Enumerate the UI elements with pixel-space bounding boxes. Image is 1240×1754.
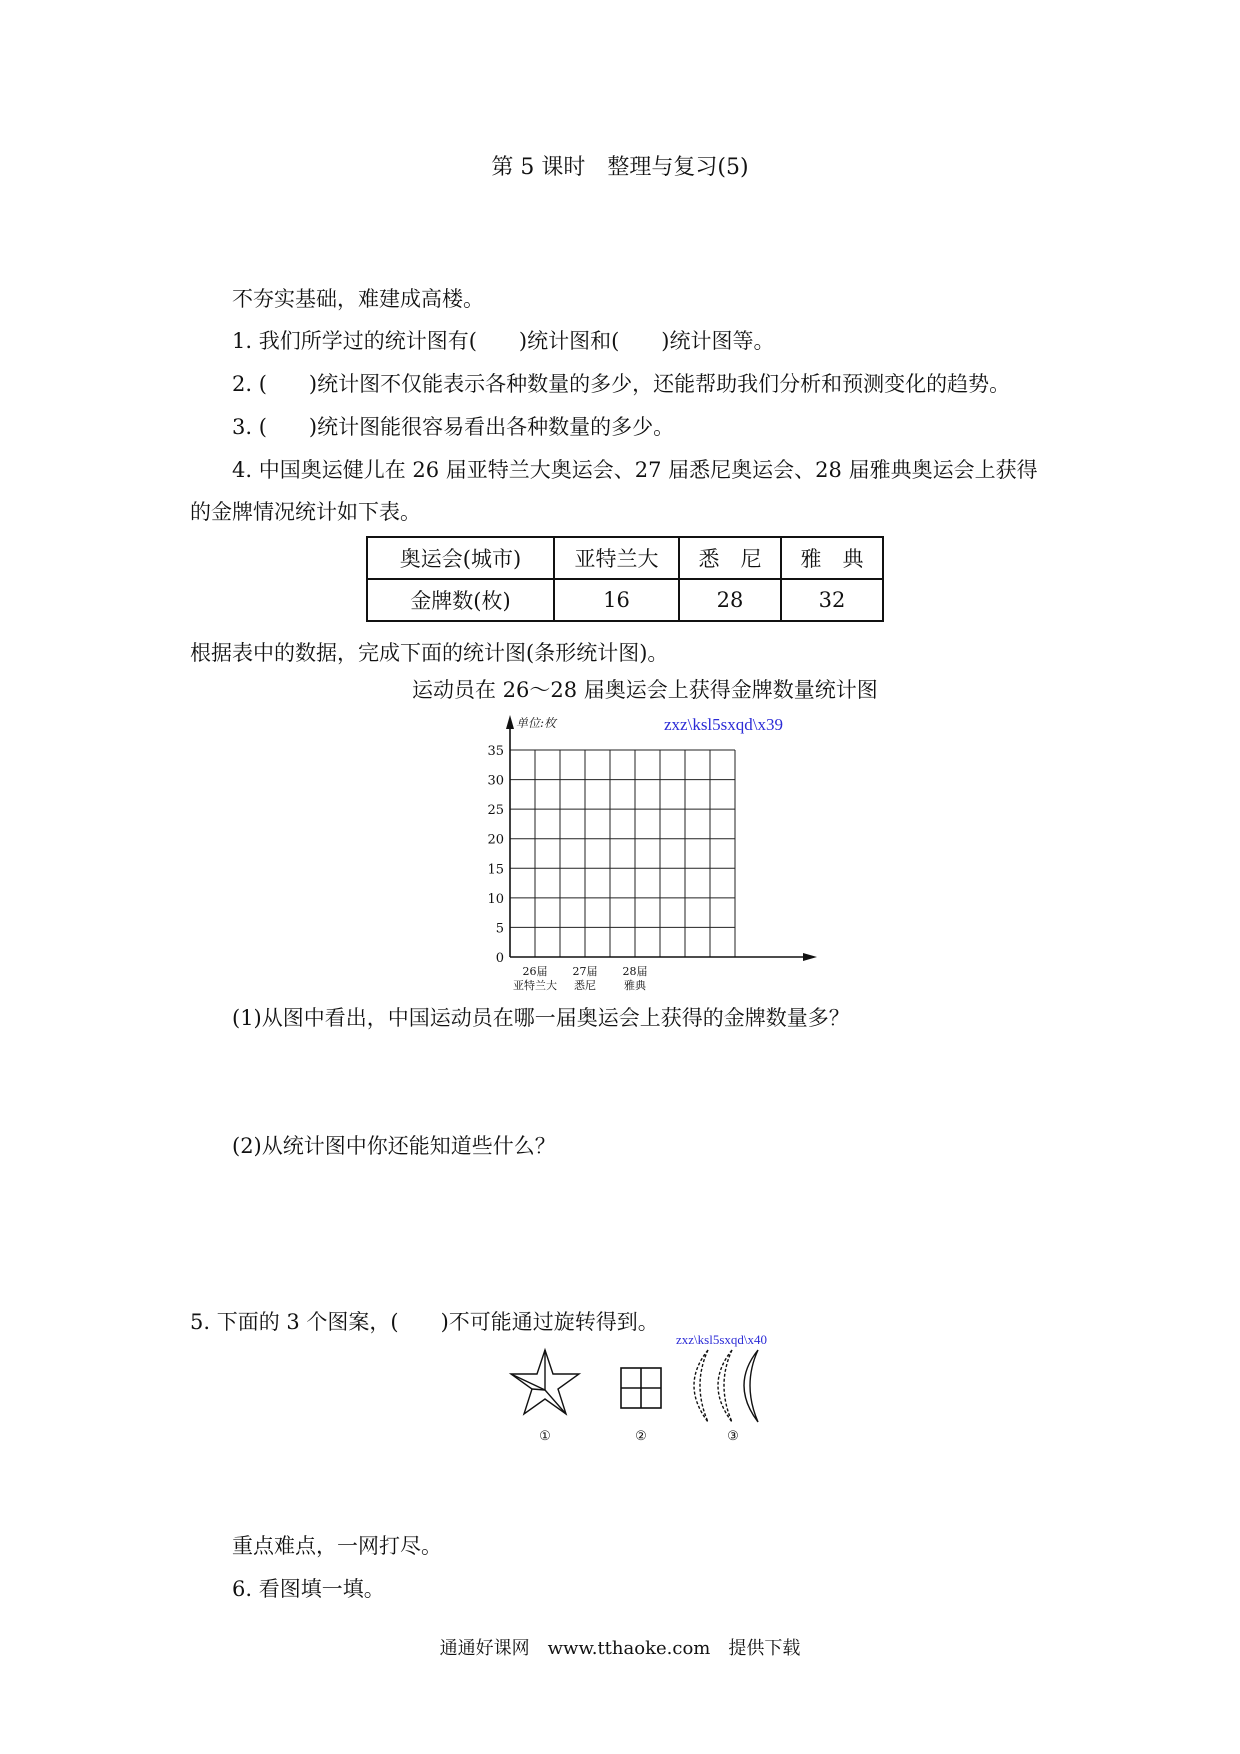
table-row: [367, 579, 883, 621]
y-tick-label: 20: [487, 832, 504, 848]
y-tick-label: 25: [487, 803, 504, 819]
table-cell: 16: [554, 579, 679, 621]
figure-label-3: ③: [727, 1429, 739, 1444]
y-axis-arrow: [506, 715, 514, 729]
question-2: 2. ( )统计图不仅能表示各种数量的多少，还能帮助我们分析和预测变化的趋势。: [232, 372, 1011, 396]
table-cell: 雅 典: [781, 537, 883, 579]
question-4-line-2: 的金牌情况统计如下表。: [190, 500, 421, 524]
x-axis-arrow: [803, 953, 817, 961]
x-category-label: 28届: [622, 965, 648, 978]
x-category-label: 26届: [522, 965, 548, 978]
sub-question-2: (2)从统计图中你还能知道些什么？: [232, 1134, 556, 1158]
table-cell: 28: [679, 579, 781, 621]
table-cell: 亚特兰大: [554, 537, 679, 579]
table-cell: 悉 尼: [679, 537, 781, 579]
table-header-row: [367, 537, 883, 579]
y-tick-label: 35: [487, 744, 504, 759]
figure-1-star: [511, 1350, 579, 1414]
chart-gridlines: [510, 750, 735, 957]
medal-table: [366, 536, 884, 622]
chart-title: 运动员在 26～28 届奥运会上获得金牌数量统计图: [412, 678, 878, 702]
table-cell: 32: [781, 579, 883, 621]
y-tick-label: 10: [487, 891, 504, 907]
figure-2-square: [621, 1368, 661, 1408]
x-category-label: 雅典: [624, 979, 646, 992]
section-heading-basics: 不夯实基础，难建成高楼。: [232, 287, 484, 311]
x-category-label: 悉尼: [574, 979, 596, 992]
bar-chart-grid: [460, 705, 820, 995]
figure-label-1: ①: [539, 1429, 551, 1444]
page-footer: 通通好课网 www.tthaoke.com 提供下载: [439, 1638, 801, 1659]
page-title: 第 5 课时 整理与复习(5): [491, 155, 749, 180]
y-tick-label: 5: [495, 921, 504, 937]
table-instruction: 根据表中的数据，完成下面的统计图(条形统计图)。: [190, 641, 669, 665]
y-tick-label: 0: [495, 951, 504, 966]
rotation-figures: [500, 1330, 810, 1450]
x-category-labels: [513, 965, 648, 992]
figure-label-2: ②: [635, 1429, 647, 1444]
sub-question-1: (1)从图中看出，中国运动员在哪一届奥运会上获得的金牌数量多？: [232, 1006, 850, 1030]
table-cell: 奥运会(城市): [367, 537, 554, 579]
question-6: 6. 看图填一填。: [232, 1577, 385, 1601]
question-1: 1. 我们所学过的统计图有( )统计图和( )统计图等。: [232, 329, 775, 353]
x-category-label: 27届: [572, 965, 598, 978]
y-tick-label: 15: [487, 862, 504, 878]
chart-unit-label: 单位:枚: [516, 716, 557, 730]
x-category-label: 亚特兰大: [513, 979, 557, 992]
table-cell: 金牌数(枚): [367, 579, 554, 621]
y-tick-labels: [487, 744, 504, 966]
chart-watermark: zxz\ksl5sxqd\x39: [664, 715, 783, 734]
figure-3-crescents: [694, 1350, 758, 1422]
question-3: 3. ( )统计图能很容易看出各种数量的多少。: [232, 415, 675, 439]
y-tick-label: 30: [487, 773, 504, 789]
question-4-line-1: 4. 中国奥运健儿在 26 届亚特兰大奥运会、27 届悉尼奥运会、28 届雅典奥运会上获得: [232, 458, 1038, 482]
question-5: 5. 下面的 3 个图案，( )不可能通过旋转得到。: [190, 1310, 659, 1334]
section-heading-key-points: 重点难点，一网打尽。: [232, 1534, 442, 1558]
figures-watermark: zxz\ksl5sxqd\x40: [676, 1332, 767, 1347]
